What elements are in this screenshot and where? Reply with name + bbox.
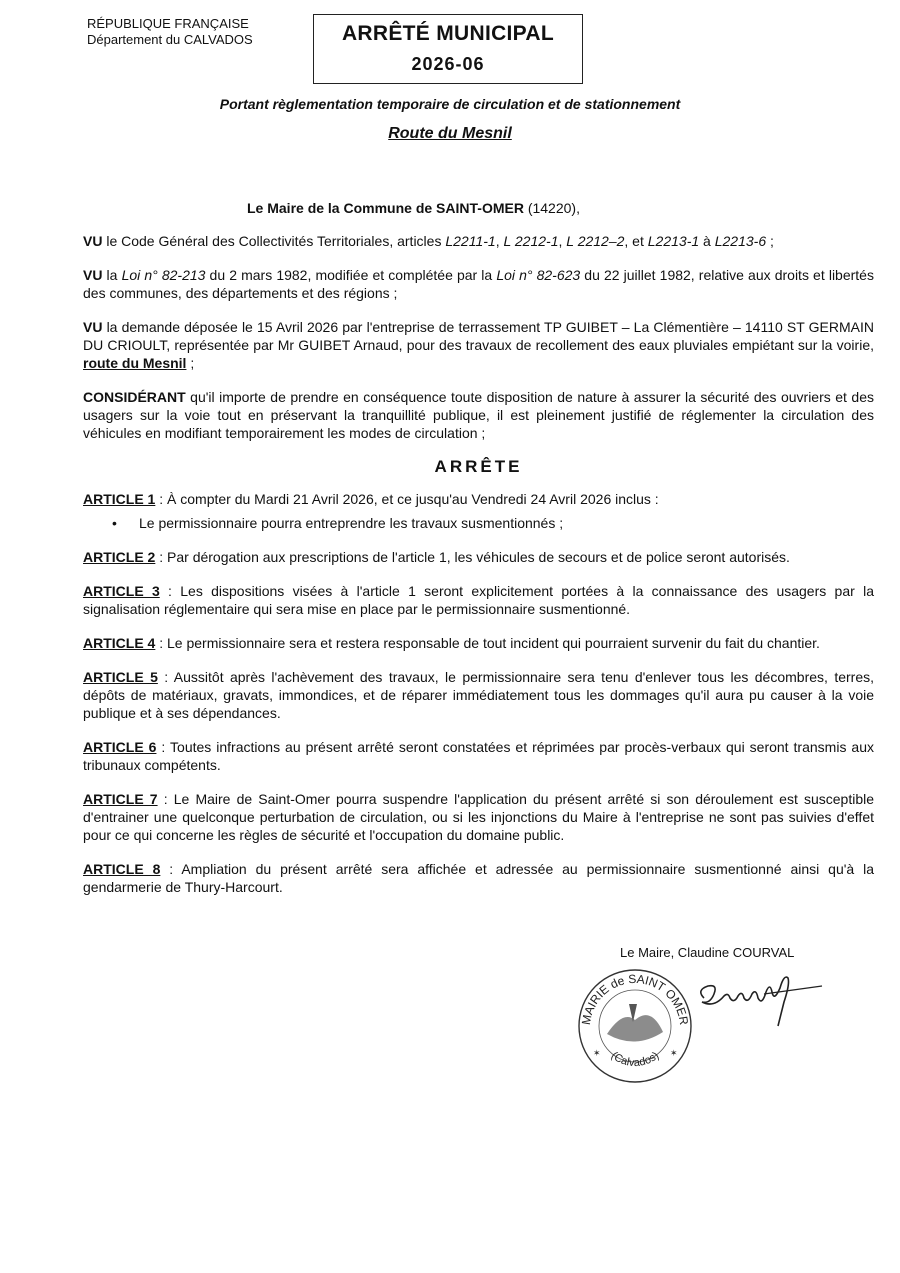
decree-number: 2026-06 — [411, 54, 485, 74]
article-3 — [83, 582, 874, 618]
decree-title-box — [313, 14, 583, 84]
list-item: • Le permissionnaire pourra entreprendre les travaux susmentionnés ; — [139, 514, 874, 532]
vu1-text-6: ; — [766, 233, 774, 249]
signer-name: Le Maire, Claudine COURVAL — [620, 945, 795, 960]
vu2-text-1: la — [102, 267, 122, 283]
road-name: Route du Mesnil — [388, 125, 512, 142]
vu-paragraph-1 — [83, 232, 874, 250]
seal-top-text: MAIRIE de SAINT OMER — [578, 971, 692, 1026]
vu3-text-1: la demande déposée le 15 Avril 2026 par l'entreprise de terrassement TP GUIBET – La Clémentière – 14110 ST GERMAIN DU CRIOULT, représentée par Mr GUIBET Arnaud, pour des travaux de recollement des eaux pluviales empiétant sur la voirie, — [83, 319, 874, 353]
vu1-text-3: , — [558, 233, 567, 249]
arrete-heading: ARRÊTE — [434, 457, 523, 476]
decree-subtitle: Portant règlementation temporaire de circulation et de stationnement — [219, 96, 681, 112]
article-label: ARTICLE 6 — [83, 739, 157, 755]
article-text: : Le Maire de Saint-Omer pourra suspendre l'application du présent arrêté si son déroulement est susceptible d'entrainer une quelconque perturbation de circulation, ou si les injonctions du Maire à l'entreprise ne sont pas suivies d'effet pour ce qui concerne les règles de sécurité et l'occupation du domaine public. — [83, 791, 875, 843]
article-text: : Ampliation du présent arrêté sera affichée et adressée au permissionnaire susmentionné ainsi qu'à la gendarmerie de Thury-Harcourt. — [83, 861, 875, 895]
vu-label: VU — [83, 267, 103, 283]
article-label: ARTICLE 3 — [83, 583, 160, 599]
article-label: ARTICLE 5 — [83, 669, 158, 685]
article-8 — [83, 860, 874, 896]
vu2-text-2: du 2 mars 1982, modifiée et complétée par la — [205, 267, 497, 283]
vu1-article-3: L 2212–2 — [566, 233, 625, 249]
vu1-text-5: à — [699, 233, 715, 249]
vu2-text-3: du 22 juillet 1982, relative aux droits et libertés des communes, des départements et des régions ; — [83, 267, 874, 301]
mayor-signature — [694, 968, 824, 1028]
article-label: ARTICLE 7 — [83, 791, 158, 807]
decree-title: ARRÊTÉ MUNICIPAL — [341, 22, 555, 45]
considerant-label: CONSIDÉRANT — [83, 389, 186, 405]
article-text: : Toutes infractions au présent arrêté seront constatées et réprimées par procès-verbaux qui seront transmis aux tribunaux compétents. — [83, 739, 874, 773]
article-label: ARTICLE 2 — [83, 549, 156, 565]
article-1-list — [83, 514, 874, 532]
considerant-paragraph — [83, 388, 874, 442]
svg-text:✶: ✶ — [670, 1048, 678, 1058]
article-label: ARTICLE 4 — [83, 635, 156, 651]
vu-paragraph-2 — [83, 266, 874, 302]
mayor-intro — [247, 200, 580, 216]
vu-label: VU — [83, 233, 103, 249]
article-label: ARTICLE 8 — [83, 861, 161, 877]
article-1 — [83, 490, 874, 508]
svg-text:✶: ✶ — [593, 1048, 601, 1058]
seal-bottom-text: (Calvados) — [608, 1049, 662, 1070]
vu3-road: route du Mesnil — [83, 355, 187, 371]
mayor-intro-bold: Le Maire de la Commune de SAINT-OMER — [247, 200, 524, 216]
article-5 — [83, 668, 874, 722]
article-text: : Les dispositions visées à l'article 1 seront explicitement portées à la connaissance des usagers par la signalisation réglementaire qui sera mise en place par le permissionnaire susmentionné. — [83, 583, 874, 617]
issuer-header — [87, 16, 253, 48]
considerant-text: qu'il importe de prendre en conséquence toute disposition de nature à assurer la sécurité des ouvriers et des usagers sur la voie tout en préservant la tranquillité publique, il est pleinement justifié de réglementer la circulation des véhicules en modifiant temporairement les modes de circulation ; — [83, 389, 874, 441]
department-label: Département du CALVADOS — [87, 32, 253, 47]
article-2 — [83, 548, 874, 566]
article-label: ARTICLE 1 — [83, 491, 156, 507]
vu1-article-4: L2213-1 — [647, 233, 700, 249]
mayor-intro-rest: (14220), — [523, 200, 580, 216]
article-text: : Aussitôt après l'achèvement des travaux, le permissionnaire sera tenu d'enlever tous les décombres, terres, dépôts de matériaux, gravats, immondices, et de réparer immédiatement tous les dommages qu'il aura pu causer à la voie publique et à ses dépendances. — [83, 669, 874, 721]
vu3-text-2: ; — [186, 355, 195, 371]
vu-paragraph-3 — [83, 318, 874, 372]
vu1-article-1: L2211-1 — [445, 233, 496, 249]
article-text: : Par dérogation aux prescriptions de l'article 1, les véhicules de secours et de police seront autorisés. — [155, 549, 790, 565]
vu1-text-1: le Code Général des Collectivités Territoriales, articles — [102, 233, 446, 249]
vu1-article-2: L 2212-1 — [503, 233, 559, 249]
article-4 — [83, 634, 874, 652]
vu1-text-4: , et — [624, 233, 648, 249]
decree-body — [83, 232, 874, 912]
article-text: : Le permissionnaire sera et restera responsable de tout incident qui pourraient survenir du fait du chantier. — [155, 635, 820, 651]
article-text: : À compter du Mardi 21 Avril 2026, et ce jusqu'au Vendredi 24 Avril 2026 inclus : — [155, 491, 659, 507]
vu2-law-2: Loi n° 82-623 — [496, 267, 581, 283]
vu2-law-1: Loi n° 82-213 — [121, 267, 206, 283]
vu1-article-5: L2213-6 — [714, 233, 767, 249]
article-7 — [83, 790, 874, 844]
vu-label: VU — [83, 319, 103, 335]
municipal-seal — [573, 966, 697, 1086]
republic-label: RÉPUBLIQUE FRANÇAISE — [87, 16, 249, 31]
vu1-text-2: , — [495, 233, 504, 249]
article-6 — [83, 738, 874, 774]
